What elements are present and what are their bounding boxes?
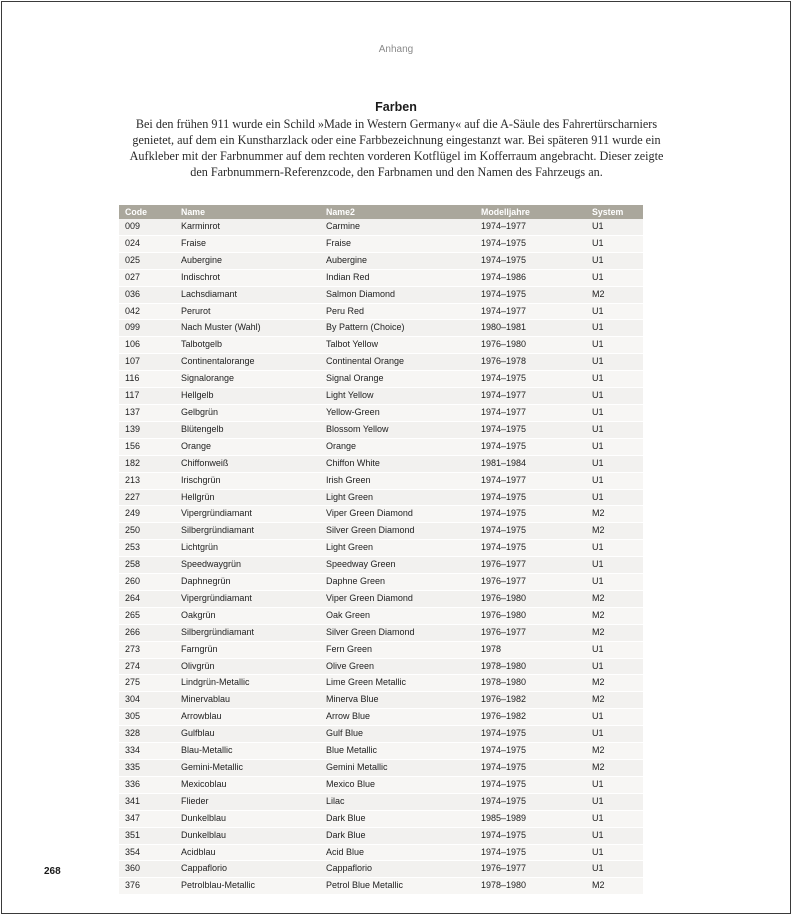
cell-name2: Continental Orange bbox=[320, 354, 475, 371]
cell-name2: Arrow Blue bbox=[320, 709, 475, 726]
cell-system: U1 bbox=[586, 776, 643, 793]
intro-line: den Farbnummern-Referenzcode, den Farbnamen und den Namen des Fahrzeugs an. bbox=[190, 165, 603, 179]
table-row bbox=[119, 557, 643, 574]
cell-model-years: 1978–1980 bbox=[475, 878, 586, 895]
table-row bbox=[119, 388, 643, 405]
cell-system: U1 bbox=[586, 658, 643, 675]
cell-name2: Indian Red bbox=[320, 269, 475, 286]
header-system: System bbox=[586, 205, 643, 219]
cell-code: 266 bbox=[119, 624, 175, 641]
cell-name2: Dark Blue bbox=[320, 810, 475, 827]
cell-code: 275 bbox=[119, 675, 175, 692]
cell-code: 347 bbox=[119, 810, 175, 827]
cell-name2: Gulf Blue bbox=[320, 726, 475, 743]
table-header-row bbox=[119, 205, 643, 219]
cell-name2: Irish Green bbox=[320, 472, 475, 489]
table-row bbox=[119, 540, 643, 557]
cell-system: U1 bbox=[586, 303, 643, 320]
cell-name2: Blossom Yellow bbox=[320, 421, 475, 438]
cell-name: Lachsdiamant bbox=[175, 286, 320, 303]
cell-code: 249 bbox=[119, 506, 175, 523]
cell-name2: Signal Orange bbox=[320, 371, 475, 388]
cell-code: 027 bbox=[119, 269, 175, 286]
cell-name2: Viper Green Diamond bbox=[320, 506, 475, 523]
table-row bbox=[119, 861, 643, 878]
cell-name2: Carmine bbox=[320, 219, 475, 235]
cell-model-years: 1976–1977 bbox=[475, 574, 586, 591]
cell-name2: By Pattern (Choice) bbox=[320, 320, 475, 337]
cell-code: 260 bbox=[119, 574, 175, 591]
cell-code: 042 bbox=[119, 303, 175, 320]
cell-name: Signalorange bbox=[175, 371, 320, 388]
cell-code: 250 bbox=[119, 523, 175, 540]
cell-name2: Oak Green bbox=[320, 607, 475, 624]
table-row bbox=[119, 269, 643, 286]
cell-name2: Blue Metallic bbox=[320, 743, 475, 760]
cell-model-years: 1974–1975 bbox=[475, 844, 586, 861]
table-row bbox=[119, 219, 643, 235]
cell-name2: Petrol Blue Metallic bbox=[320, 878, 475, 895]
cell-code: 336 bbox=[119, 776, 175, 793]
cell-name2: Minerva Blue bbox=[320, 692, 475, 709]
table-row bbox=[119, 844, 643, 861]
cell-system: U1 bbox=[586, 641, 643, 658]
cell-system: U1 bbox=[586, 235, 643, 252]
intro-paragraph bbox=[120, 116, 673, 180]
cell-model-years: 1974–1975 bbox=[475, 371, 586, 388]
cell-system: U1 bbox=[586, 388, 643, 405]
cell-code: 305 bbox=[119, 709, 175, 726]
cell-name: Speedwaygrün bbox=[175, 557, 320, 574]
cell-system: U1 bbox=[586, 540, 643, 557]
cell-name2: Viper Green Diamond bbox=[320, 590, 475, 607]
cell-system: U1 bbox=[586, 421, 643, 438]
cell-code: 182 bbox=[119, 455, 175, 472]
cell-code: 137 bbox=[119, 404, 175, 421]
cell-name: Orange bbox=[175, 438, 320, 455]
table-row bbox=[119, 523, 643, 540]
table-row bbox=[119, 827, 643, 844]
cell-system: U1 bbox=[586, 455, 643, 472]
cell-model-years: 1974–1986 bbox=[475, 269, 586, 286]
cell-code: 156 bbox=[119, 438, 175, 455]
cell-name2: Peru Red bbox=[320, 303, 475, 320]
cell-model-years: 1974–1977 bbox=[475, 219, 586, 235]
cell-model-years: 1976–1980 bbox=[475, 337, 586, 354]
cell-system: U1 bbox=[586, 219, 643, 235]
cell-code: 376 bbox=[119, 878, 175, 895]
cell-name: Vipergründiamant bbox=[175, 590, 320, 607]
cell-code: 335 bbox=[119, 760, 175, 777]
cell-model-years: 1974–1975 bbox=[475, 726, 586, 743]
cell-code: 024 bbox=[119, 235, 175, 252]
cell-system: M2 bbox=[586, 624, 643, 641]
cell-system: U1 bbox=[586, 404, 643, 421]
cell-system: M2 bbox=[586, 523, 643, 540]
cell-model-years: 1974–1975 bbox=[475, 286, 586, 303]
cell-name2: Dark Blue bbox=[320, 827, 475, 844]
intro-line: Aufkleber mit der Farbnummer auf dem rechten vorderen Kotflügel im Kofferraum angebracht. Dieser zeigte bbox=[129, 149, 664, 163]
table-row bbox=[119, 878, 643, 895]
table-row bbox=[119, 252, 643, 269]
table-row bbox=[119, 624, 643, 641]
header-model-years: Modelljahre bbox=[475, 205, 586, 219]
cell-code: 351 bbox=[119, 827, 175, 844]
cell-code: 328 bbox=[119, 726, 175, 743]
cell-model-years: 1974–1975 bbox=[475, 506, 586, 523]
cell-name: Petrolblau-Metallic bbox=[175, 878, 320, 895]
table-row bbox=[119, 641, 643, 658]
table-row bbox=[119, 709, 643, 726]
header-name2: Name2 bbox=[320, 205, 475, 219]
cell-code: 354 bbox=[119, 844, 175, 861]
cell-model-years: 1976–1978 bbox=[475, 354, 586, 371]
cell-name: Aubergine bbox=[175, 252, 320, 269]
cell-name: Cappaflorio bbox=[175, 861, 320, 878]
cell-model-years: 1974–1975 bbox=[475, 776, 586, 793]
cell-name: Continentalorange bbox=[175, 354, 320, 371]
header-code: Code bbox=[119, 205, 175, 219]
cell-name2: Fraise bbox=[320, 235, 475, 252]
cell-system: U1 bbox=[586, 252, 643, 269]
cell-model-years: 1974–1977 bbox=[475, 388, 586, 405]
cell-name: Gemini-Metallic bbox=[175, 760, 320, 777]
cell-system: M2 bbox=[586, 675, 643, 692]
cell-name: Lindgrün-Metallic bbox=[175, 675, 320, 692]
cell-name: Minervablau bbox=[175, 692, 320, 709]
table-row bbox=[119, 472, 643, 489]
cell-system: M2 bbox=[586, 286, 643, 303]
cell-model-years: 1974–1975 bbox=[475, 760, 586, 777]
cell-name: Gelbgrün bbox=[175, 404, 320, 421]
cell-name2: Silver Green Diamond bbox=[320, 523, 475, 540]
cell-name2: Cappaflorio bbox=[320, 861, 475, 878]
cell-name: Arrowblau bbox=[175, 709, 320, 726]
cell-system: U1 bbox=[586, 472, 643, 489]
cell-name2: Fern Green bbox=[320, 641, 475, 658]
cell-model-years: 1974–1977 bbox=[475, 303, 586, 320]
cell-name2: Mexico Blue bbox=[320, 776, 475, 793]
cell-name: Hellgelb bbox=[175, 388, 320, 405]
table-row bbox=[119, 658, 643, 675]
cell-code: 273 bbox=[119, 641, 175, 658]
table-row bbox=[119, 506, 643, 523]
cell-system: U1 bbox=[586, 793, 643, 810]
cell-name: Olivgrün bbox=[175, 658, 320, 675]
cell-name: Nach Muster (Wahl) bbox=[175, 320, 320, 337]
cell-system: M2 bbox=[586, 692, 643, 709]
table-body bbox=[119, 219, 643, 895]
cell-model-years: 1981–1984 bbox=[475, 455, 586, 472]
cell-model-years: 1978–1980 bbox=[475, 658, 586, 675]
cell-system: U1 bbox=[586, 354, 643, 371]
intro-line: Bei den frühen 911 wurde ein Schild »Made in Western Germany« auf die A-Säule des Fahrertürscharniers bbox=[135, 117, 658, 131]
cell-code: 106 bbox=[119, 337, 175, 354]
cell-code: 341 bbox=[119, 793, 175, 810]
cell-system: U1 bbox=[586, 810, 643, 827]
running-head: Anhang bbox=[378, 44, 414, 55]
table-row bbox=[119, 320, 643, 337]
cell-name2: Silver Green Diamond bbox=[320, 624, 475, 641]
cell-system: U1 bbox=[586, 557, 643, 574]
table-row bbox=[119, 776, 643, 793]
cell-name2: Chiffon White bbox=[320, 455, 475, 472]
table-row bbox=[119, 743, 643, 760]
cell-model-years: 1976–1977 bbox=[475, 624, 586, 641]
cell-name2: Speedway Green bbox=[320, 557, 475, 574]
cell-model-years: 1976–1982 bbox=[475, 709, 586, 726]
table-row bbox=[119, 438, 643, 455]
cell-code: 253 bbox=[119, 540, 175, 557]
cell-model-years: 1974–1975 bbox=[475, 827, 586, 844]
cell-code: 227 bbox=[119, 489, 175, 506]
cell-code: 107 bbox=[119, 354, 175, 371]
cell-code: 304 bbox=[119, 692, 175, 709]
cell-model-years: 1974–1975 bbox=[475, 540, 586, 557]
cell-name2: Salmon Diamond bbox=[320, 286, 475, 303]
table-row bbox=[119, 337, 643, 354]
cell-model-years: 1980–1981 bbox=[475, 320, 586, 337]
table-row bbox=[119, 354, 643, 371]
cell-code: 334 bbox=[119, 743, 175, 760]
cell-name: Irischgrün bbox=[175, 472, 320, 489]
cell-name: Silbergründiamant bbox=[175, 624, 320, 641]
cell-system: U1 bbox=[586, 337, 643, 354]
cell-model-years: 1974–1975 bbox=[475, 793, 586, 810]
cell-name: Chiffonweiß bbox=[175, 455, 320, 472]
cell-name: Farngrün bbox=[175, 641, 320, 658]
cell-name2: Lime Green Metallic bbox=[320, 675, 475, 692]
cell-system: U1 bbox=[586, 320, 643, 337]
cell-name: Gulfblau bbox=[175, 726, 320, 743]
table-row bbox=[119, 455, 643, 472]
cell-code: 099 bbox=[119, 320, 175, 337]
header-name: Name bbox=[175, 205, 320, 219]
cell-code: 139 bbox=[119, 421, 175, 438]
cell-name: Daphnegrün bbox=[175, 574, 320, 591]
cell-code: 009 bbox=[119, 219, 175, 235]
cell-model-years: 1976–1980 bbox=[475, 590, 586, 607]
table-row bbox=[119, 810, 643, 827]
cell-name: Blütengelb bbox=[175, 421, 320, 438]
cell-model-years: 1985–1989 bbox=[475, 810, 586, 827]
table-row bbox=[119, 675, 643, 692]
table-row bbox=[119, 793, 643, 810]
cell-name: Talbotgelb bbox=[175, 337, 320, 354]
color-codes-table bbox=[119, 205, 643, 895]
cell-system: M2 bbox=[586, 506, 643, 523]
cell-code: 265 bbox=[119, 607, 175, 624]
cell-system: U1 bbox=[586, 709, 643, 726]
cell-system: U1 bbox=[586, 371, 643, 388]
table-row bbox=[119, 574, 643, 591]
table-row bbox=[119, 760, 643, 777]
page bbox=[1, 1, 791, 914]
cell-name2: Aubergine bbox=[320, 252, 475, 269]
cell-name: Perurot bbox=[175, 303, 320, 320]
cell-system: M2 bbox=[586, 590, 643, 607]
cell-name2: Olive Green bbox=[320, 658, 475, 675]
cell-system: M2 bbox=[586, 743, 643, 760]
cell-name2: Daphne Green bbox=[320, 574, 475, 591]
table-row bbox=[119, 489, 643, 506]
table-row bbox=[119, 726, 643, 743]
table-row bbox=[119, 692, 643, 709]
page-number: 268 bbox=[44, 866, 61, 877]
cell-name2: Lilac bbox=[320, 793, 475, 810]
cell-name: Flieder bbox=[175, 793, 320, 810]
cell-model-years: 1974–1977 bbox=[475, 472, 586, 489]
intro-line: genietet, auf dem ein Kunstharzlack oder eine Farbbezeichnung eingestanzt war. Bei späteren 911 wurde ein bbox=[132, 133, 661, 147]
cell-model-years: 1976–1977 bbox=[475, 861, 586, 878]
cell-name2: Yellow-Green bbox=[320, 404, 475, 421]
cell-name: Vipergründiamant bbox=[175, 506, 320, 523]
cell-model-years: 1974–1975 bbox=[475, 523, 586, 540]
cell-name: Blau-Metallic bbox=[175, 743, 320, 760]
cell-model-years: 1978–1980 bbox=[475, 675, 586, 692]
table-row bbox=[119, 421, 643, 438]
cell-name: Fraise bbox=[175, 235, 320, 252]
cell-name2: Light Green bbox=[320, 489, 475, 506]
cell-name: Lichtgrün bbox=[175, 540, 320, 557]
cell-model-years: 1976–1980 bbox=[475, 607, 586, 624]
table-row bbox=[119, 235, 643, 252]
cell-name2: Gemini Metallic bbox=[320, 760, 475, 777]
cell-system: U1 bbox=[586, 827, 643, 844]
cell-name: Indischrot bbox=[175, 269, 320, 286]
cell-name: Mexicoblau bbox=[175, 776, 320, 793]
cell-name: Silbergründiamant bbox=[175, 523, 320, 540]
table-row bbox=[119, 590, 643, 607]
cell-code: 117 bbox=[119, 388, 175, 405]
table-row bbox=[119, 607, 643, 624]
section-title: Farben bbox=[375, 100, 417, 114]
cell-code: 274 bbox=[119, 658, 175, 675]
cell-code: 258 bbox=[119, 557, 175, 574]
cell-system: M2 bbox=[586, 878, 643, 895]
cell-name: Dunkelblau bbox=[175, 827, 320, 844]
cell-name: Dunkelblau bbox=[175, 810, 320, 827]
table-row bbox=[119, 303, 643, 320]
cell-code: 264 bbox=[119, 590, 175, 607]
cell-code: 036 bbox=[119, 286, 175, 303]
cell-name2: Orange bbox=[320, 438, 475, 455]
cell-model-years: 1976–1982 bbox=[475, 692, 586, 709]
cell-model-years: 1974–1975 bbox=[475, 743, 586, 760]
cell-name: Acidblau bbox=[175, 844, 320, 861]
cell-model-years: 1974–1975 bbox=[475, 252, 586, 269]
cell-name: Oakgrün bbox=[175, 607, 320, 624]
cell-model-years: 1974–1975 bbox=[475, 438, 586, 455]
cell-code: 025 bbox=[119, 252, 175, 269]
table-row bbox=[119, 286, 643, 303]
cell-name: Karminrot bbox=[175, 219, 320, 235]
cell-model-years: 1976–1977 bbox=[475, 557, 586, 574]
cell-system: U1 bbox=[586, 844, 643, 861]
cell-model-years: 1974–1977 bbox=[475, 404, 586, 421]
table-row bbox=[119, 404, 643, 421]
cell-system: U1 bbox=[586, 861, 643, 878]
cell-system: U1 bbox=[586, 438, 643, 455]
cell-code: 360 bbox=[119, 861, 175, 878]
table-row bbox=[119, 371, 643, 388]
cell-system: U1 bbox=[586, 269, 643, 286]
cell-model-years: 1974–1975 bbox=[475, 235, 586, 252]
cell-system: M2 bbox=[586, 760, 643, 777]
cell-name2: Acid Blue bbox=[320, 844, 475, 861]
cell-name2: Talbot Yellow bbox=[320, 337, 475, 354]
cell-model-years: 1974–1975 bbox=[475, 489, 586, 506]
cell-code: 213 bbox=[119, 472, 175, 489]
cell-name2: Light Yellow bbox=[320, 388, 475, 405]
cell-code: 116 bbox=[119, 371, 175, 388]
cell-model-years: 1978 bbox=[475, 641, 586, 658]
cell-model-years: 1974–1975 bbox=[475, 421, 586, 438]
cell-name2: Light Green bbox=[320, 540, 475, 557]
cell-system: M2 bbox=[586, 607, 643, 624]
cell-system: U1 bbox=[586, 574, 643, 591]
cell-name: Hellgrün bbox=[175, 489, 320, 506]
cell-system: U1 bbox=[586, 726, 643, 743]
cell-system: U1 bbox=[586, 489, 643, 506]
